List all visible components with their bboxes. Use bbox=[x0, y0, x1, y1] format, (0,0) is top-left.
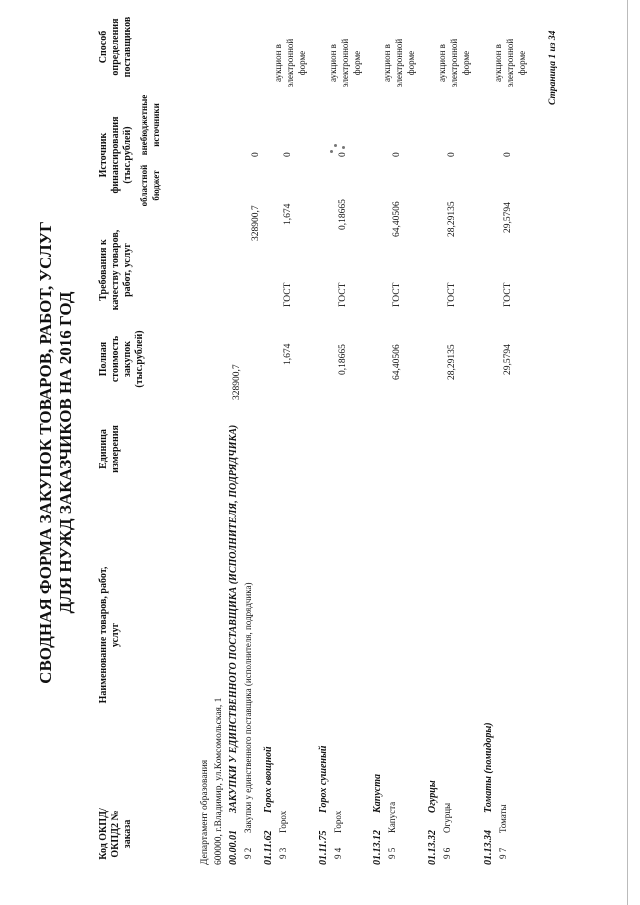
row-number: 9 7 bbox=[498, 847, 508, 859]
row-extra-budget: 0 bbox=[447, 152, 457, 157]
header-cost: Полная стоимость закупок (тыс.рублей) bbox=[98, 330, 145, 388]
row-cost: 28,29135 bbox=[447, 344, 457, 380]
row-extra-budget: 0 bbox=[338, 152, 348, 157]
row-cost: 29,5794 bbox=[503, 344, 513, 375]
row-name: Горох bbox=[333, 810, 343, 833]
header-funding: Источник финансирования (тыс.рублей) bbox=[98, 116, 133, 194]
section-title: Капуста bbox=[372, 774, 383, 813]
row-number: 9 5 bbox=[387, 847, 397, 859]
section-code: 01.13.32 bbox=[427, 830, 438, 865]
row-regional-budget: 29,5794 bbox=[503, 202, 513, 233]
row-cost: 64,40506 bbox=[392, 344, 402, 380]
header-funding-regional: областной бюджет bbox=[139, 164, 161, 207]
header-quality: Требования к качеству товаров, работ, услуг bbox=[98, 229, 133, 311]
customer-address: 600000, г.Владимир, ул.Комсомольская, 1 bbox=[214, 697, 224, 865]
document-title-line-1: СВОДНАЯ ФОРМА ЗАКУПОК ТОВАРОВ, РАБОТ, УСЛУГ bbox=[36, 221, 55, 684]
row-regional-budget: 28,29135 bbox=[447, 201, 457, 237]
row-name: Огурцы bbox=[442, 802, 452, 833]
section-title: Томаты (помидоры) bbox=[483, 722, 494, 813]
row-number: 9 4 bbox=[333, 847, 343, 859]
row-method: аукцион в электронной форме bbox=[273, 38, 307, 88]
row-name: Томаты bbox=[498, 804, 508, 833]
row-name: Горох bbox=[278, 810, 288, 833]
row-quality: ГОСТ bbox=[338, 282, 348, 307]
header-code: Код ОКПД/ ОКПД2 № заказа bbox=[98, 808, 133, 860]
section-code: 01.13.34 bbox=[483, 830, 494, 865]
row-extra-budget: 0 bbox=[392, 152, 402, 157]
row-regional-budget: 328900,7 bbox=[251, 205, 261, 241]
section-title: Огурцы bbox=[427, 780, 438, 813]
row-extra-budget: 0 bbox=[503, 152, 513, 157]
row-name: Закупки у единственного поставщика (исполнителя, подрядчика) bbox=[243, 582, 253, 833]
section-title: Горох сушеный bbox=[318, 745, 329, 813]
document-title-line-2: ДЛЯ НУЖД ЗАКАЗЧИКОВ НА 2016 ГОД bbox=[56, 291, 75, 614]
row-extra-budget: 0 bbox=[251, 152, 261, 157]
page-number: Страница 1 из 34 bbox=[548, 30, 558, 105]
scan-speck bbox=[330, 150, 333, 153]
scan-speck bbox=[334, 144, 337, 147]
row-cost: 0,18665 bbox=[338, 344, 348, 375]
row-number: 9 2 bbox=[243, 847, 253, 859]
row-quality: ГОСТ bbox=[503, 282, 513, 307]
row-regional-budget: 64,40506 bbox=[392, 201, 402, 237]
row-number: 9 3 bbox=[278, 847, 288, 859]
header-unit: Единица измерения bbox=[98, 425, 121, 473]
customer-name: Департамент образования bbox=[200, 759, 210, 865]
row-quality: ГОСТ bbox=[283, 282, 293, 307]
row-name: Капуста bbox=[387, 801, 397, 833]
row-method: аукцион в электронной форме bbox=[437, 38, 471, 88]
row-number: 9 6 bbox=[442, 847, 452, 859]
row-quality: ГОСТ bbox=[392, 282, 402, 307]
header-method: Способ определения поставщиков bbox=[98, 16, 133, 78]
row-regional-budget: 1,674 bbox=[283, 203, 293, 225]
section-code: 01.13.12 bbox=[372, 830, 383, 865]
row-extra-budget: 0 bbox=[283, 152, 293, 157]
header-name: Наименование товаров, работ, услуг bbox=[98, 566, 121, 704]
row-regional-budget: 0,18665 bbox=[338, 199, 348, 230]
section-code: 00.00.01 bbox=[228, 830, 239, 865]
section-title: Горох овощной bbox=[263, 746, 274, 813]
row-method: аукцион в электронной форме bbox=[382, 38, 416, 88]
scan-edge-line bbox=[627, 0, 628, 905]
row-method: аукцион в электронной форме bbox=[493, 38, 527, 88]
row-method: аукцион в электронной форме bbox=[328, 38, 362, 88]
section-code: 01.11.62 bbox=[263, 830, 274, 865]
section-code: 01.11.75 bbox=[318, 830, 329, 865]
row-quality: ГОСТ bbox=[447, 282, 457, 307]
section-title: ЗАКУПКИ У ЕДИНСТВЕННОГО ПОСТАВЩИКА (ИСПОЛНИТЕЛЯ, ПОДРЯДЧИКА) bbox=[228, 424, 239, 813]
row-cost: 1,674 bbox=[283, 343, 293, 365]
scan-speck bbox=[342, 146, 345, 149]
section-total: 328900,7 bbox=[232, 364, 242, 400]
header-funding-extra: внебюджетные источники bbox=[139, 94, 161, 156]
